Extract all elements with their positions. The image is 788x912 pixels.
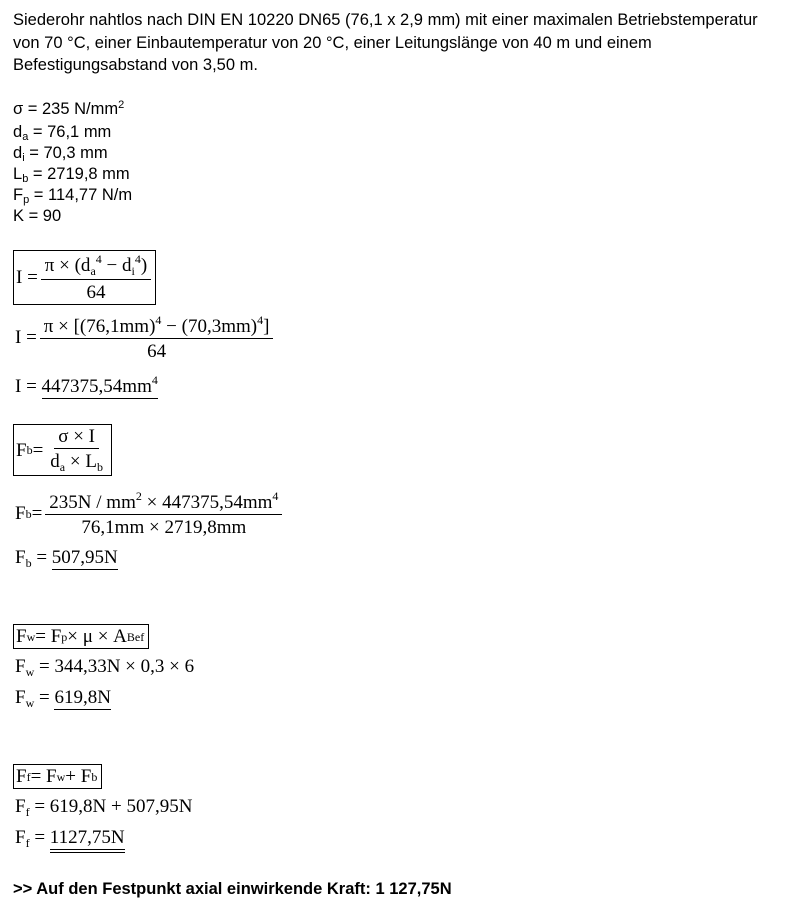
bending-formula bbox=[13, 424, 112, 476]
friction-eq-b: × μ × A bbox=[67, 626, 127, 647]
fixpoint-eq-a: = F bbox=[30, 766, 57, 787]
lb-symbol: L bbox=[13, 165, 23, 183]
bending-numerator: σ × I bbox=[54, 427, 99, 449]
friction-sub-symbol: F bbox=[15, 656, 26, 677]
friction-formula bbox=[13, 624, 149, 649]
bending-result-eq: = bbox=[31, 547, 52, 568]
den-part: d bbox=[50, 451, 60, 472]
friction-result-value: 619,8N bbox=[54, 687, 111, 708]
inertia-sub-lhs: I = bbox=[15, 327, 37, 348]
inertia-formula-box bbox=[13, 250, 156, 305]
bending-eq: = bbox=[32, 439, 44, 461]
fixpoint-result-eq: = bbox=[29, 827, 50, 848]
subscript: a bbox=[90, 264, 96, 278]
fixpoint-result-value: 1127,75N bbox=[50, 827, 125, 853]
sigma-symbol: σ bbox=[13, 100, 24, 118]
num-part: × 447375,54mm bbox=[141, 492, 273, 513]
lb-value: = 2719,8 mm bbox=[28, 165, 130, 183]
fixpoint-sub-text: = 619,8N + 507,95N bbox=[29, 796, 193, 817]
fp-symbol: F bbox=[13, 186, 24, 204]
friction-result-symbol: F bbox=[15, 687, 26, 708]
exponent: 4 bbox=[272, 489, 279, 503]
friction-result bbox=[15, 688, 111, 709]
bending-fraction bbox=[46, 427, 107, 473]
conclusion: >> Auf den Festpunkt axial einwirkende Kraft: 1 127,75N bbox=[13, 880, 452, 898]
friction-substitution bbox=[15, 657, 194, 678]
da-symbol: d bbox=[13, 123, 23, 141]
inertia-lhs: I = bbox=[16, 267, 38, 288]
bending-sub-eq: = bbox=[31, 503, 43, 524]
bending-result-subscript: b bbox=[25, 556, 32, 570]
inertia-substitution bbox=[15, 314, 273, 361]
bending-denominator bbox=[46, 449, 107, 473]
fixpoint-formula-box bbox=[13, 764, 102, 789]
friction-sub-bef: Bef bbox=[126, 629, 145, 644]
friction-sub-subscript: w bbox=[25, 665, 35, 679]
inertia-result-lhs: I = bbox=[15, 376, 42, 397]
fixpoint-result bbox=[15, 828, 125, 849]
friction-result-eq: = bbox=[34, 687, 55, 708]
bending-sub-symbol: F bbox=[15, 503, 26, 524]
value: 447375,54mm bbox=[41, 376, 152, 397]
exponent: 4 bbox=[151, 373, 158, 387]
bending-sub-fraction bbox=[45, 490, 282, 537]
fp-value: = 114,77 N/m bbox=[29, 186, 133, 204]
fixpoint-result-symbol: F bbox=[15, 827, 26, 848]
fixpoint-eq-b: + F bbox=[65, 766, 92, 787]
fixpoint-subscript: f bbox=[26, 769, 31, 784]
given-k: K = 90 bbox=[13, 207, 62, 225]
da-subscript: a bbox=[22, 131, 29, 143]
bending-result-symbol: F bbox=[15, 547, 26, 568]
fixpoint-sub-b: b bbox=[91, 769, 98, 784]
bending-result-value: 507,95N bbox=[51, 547, 118, 568]
friction-symbol: F bbox=[16, 626, 27, 647]
bending-formula-box bbox=[13, 424, 112, 476]
num-part: 235N / mm bbox=[49, 492, 136, 513]
bending-symbol: F bbox=[16, 439, 27, 461]
inertia-sub-denominator: 64 bbox=[147, 341, 167, 362]
bending-sub-numerator bbox=[45, 490, 282, 515]
task-description: Siederohr nahtlos nach DIN EN 10220 DN65 (76,1 x 2,9 mm) mit einer maximalen Betriebstemperatur von 70 °C, einer Einbautemperatur von 20 °C, einer Leitungslänge von 40 m und einem Befestigungsabstand von 3,50 m. bbox=[13, 11, 758, 74]
bending-result bbox=[15, 548, 118, 569]
inertia-denominator: 64 bbox=[86, 282, 106, 303]
di-subscript: i bbox=[22, 152, 25, 164]
num-part: ] bbox=[263, 316, 270, 337]
bending-sub-subscript: b bbox=[25, 506, 32, 521]
lb-subscript: b bbox=[22, 173, 29, 185]
exponent: 2 bbox=[135, 489, 142, 503]
num-part: ) bbox=[140, 255, 148, 276]
num-part: − (70,3mm) bbox=[161, 316, 258, 337]
bending-substitution bbox=[15, 490, 282, 537]
den-part: × L bbox=[65, 451, 97, 472]
friction-subscript: w bbox=[26, 629, 36, 644]
da-value: = 76,1 mm bbox=[28, 123, 112, 141]
num-part: π × [(76,1mm) bbox=[43, 316, 156, 337]
exponent: 4 bbox=[134, 252, 141, 266]
fixpoint-sub-symbol: F bbox=[15, 796, 26, 817]
subscript: b bbox=[96, 460, 103, 474]
inertia-numerator bbox=[41, 253, 151, 280]
fixpoint-sub-w: w bbox=[56, 769, 66, 784]
friction-formula-box bbox=[13, 624, 149, 649]
sigma-value: = 235 N/mm bbox=[23, 100, 119, 118]
exponent: 4 bbox=[257, 313, 264, 327]
num-part: − d bbox=[101, 255, 132, 276]
di-value: = 70,3 mm bbox=[24, 144, 108, 162]
exponent: 4 bbox=[155, 313, 162, 327]
friction-sub-text: = 344,33N × 0,3 × 6 bbox=[34, 656, 195, 677]
inertia-formula bbox=[13, 250, 156, 305]
sigma-exponent: 2 bbox=[118, 99, 125, 111]
inertia-sub-numerator bbox=[40, 314, 274, 339]
fixpoint-formula bbox=[13, 764, 102, 789]
inertia-sub-fraction bbox=[40, 314, 274, 361]
subscript: a bbox=[59, 460, 66, 474]
inertia-fraction bbox=[41, 253, 151, 302]
fixpoint-result-subscript: f bbox=[25, 836, 30, 850]
di-symbol: d bbox=[13, 144, 23, 162]
subscript: i bbox=[131, 264, 135, 278]
fixpoint-substitution bbox=[15, 797, 192, 818]
bending-sub-denominator: 76,1mm × 2719,8mm bbox=[81, 517, 247, 538]
fixpoint-symbol: F bbox=[16, 766, 27, 787]
exponent: 4 bbox=[95, 252, 102, 266]
bending-subscript: b bbox=[26, 443, 33, 457]
inertia-result bbox=[15, 374, 158, 396]
friction-eq-a: = F bbox=[35, 626, 62, 647]
num-part: π × (d bbox=[44, 255, 91, 276]
friction-sub-p: p bbox=[61, 629, 68, 644]
fp-subscript: p bbox=[23, 194, 30, 206]
fixpoint-sub-subscript: f bbox=[25, 805, 30, 819]
given-sigma bbox=[13, 95, 124, 120]
inertia-result-value bbox=[41, 373, 158, 399]
friction-result-subscript: w bbox=[25, 696, 35, 710]
